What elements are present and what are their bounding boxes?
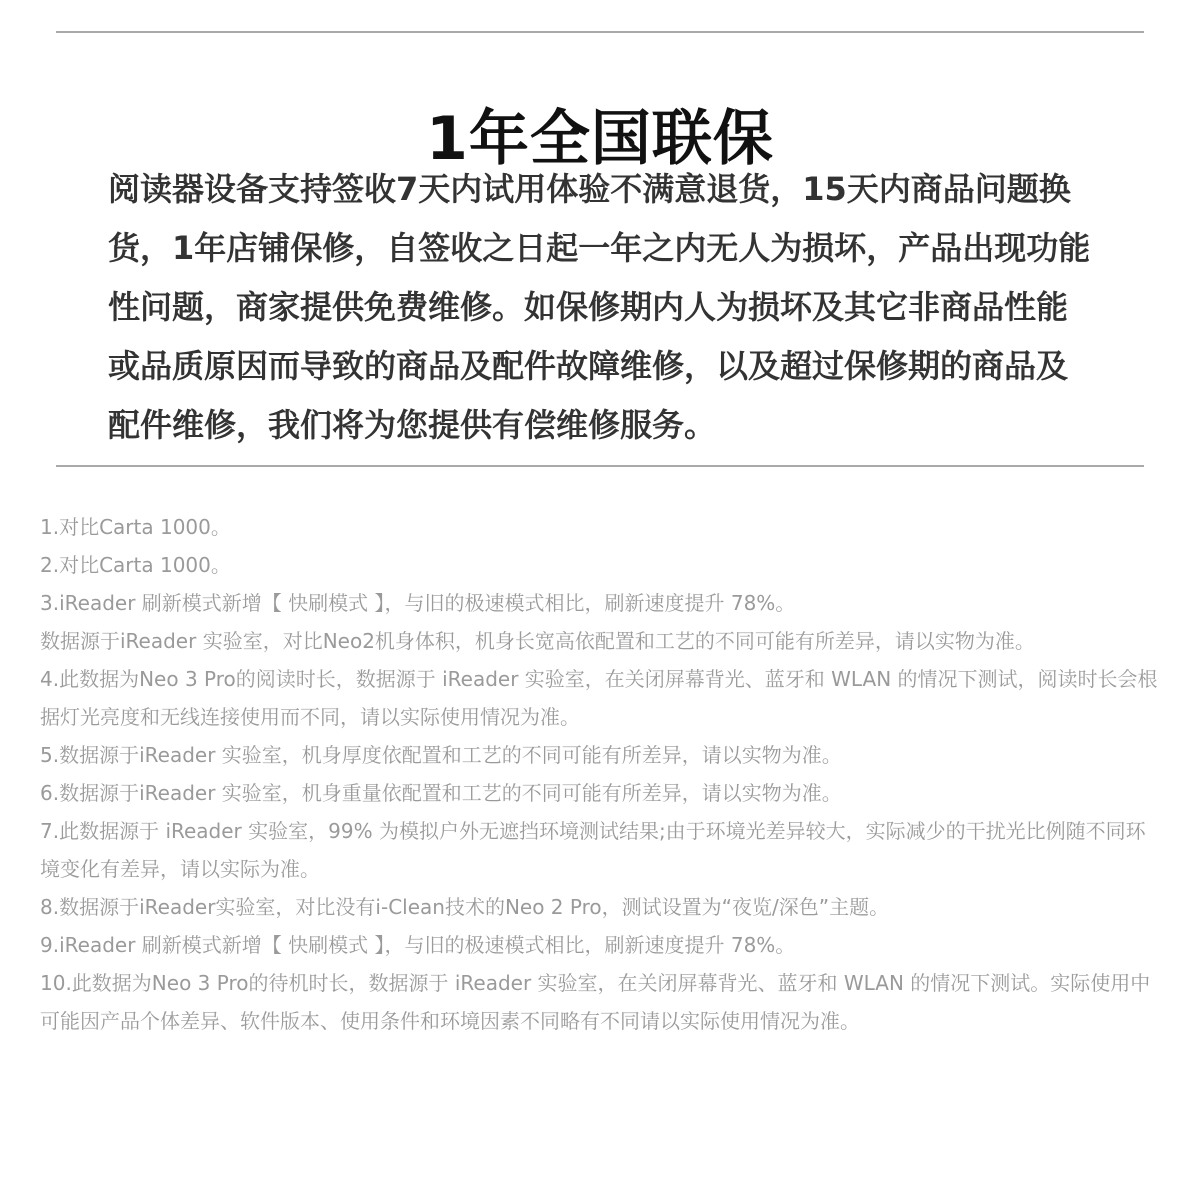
- footnotes-list: [40, 508, 1164, 1040]
- footnote-item: 10.此数据为Neo 3 Pro的待机时长，数据源于 iReader 实验室，在关闭屏幕背光、蓝牙和 WLAN 的情况下测试。实际使用中可能因产品个体差异、软件版本、使用条件和环境因素不同略有不同请以实际使用情况为准。: [40, 971, 1151, 1033]
- footnote-item: 5.数据源于iReader 实验室，机身厚度依配置和工艺的不同可能有所差异，请以实物为准。: [40, 743, 842, 767]
- warranty-description: 阅读器设备支持签收7天内试用体验不满意退货，15天内商品问题换货，1年店铺保修，自签收之日起一年之内无人为损坏，产品出现功能性问题，商家提供免费维修。如保修期内人为损坏及其它非商品性能或品质原因而导致的商品及配件故障维修，以及超过保修期的商品及配件维修，我们将为您提供有偿维修服务。: [108, 170, 1091, 444]
- footnote-item: 2.对比Carta 1000。: [40, 553, 231, 577]
- page-title: 1年全国联保: [426, 104, 774, 175]
- footnote-item: 1.对比Carta 1000。: [40, 515, 231, 539]
- footnote-item: 6.数据源于iReader 实验室，机身重量依配置和工艺的不同可能有所差异，请以实物为准。: [40, 781, 842, 805]
- footnote-item: 8.数据源于iReader实验室，对比没有i-Clean技术的Neo 2 Pro，测试设置为“夜览/深色”主题。: [40, 895, 890, 919]
- footnote-item: 9.iReader 刷新模式新增【 快刷模式 】，与旧的极速模式相比，刷新速度提升 78%。: [40, 933, 796, 957]
- footnote-item: 7.此数据源于 iReader 实验室，99% 为模拟户外无遮挡环境测试结果;由于环境光差异较大，实际减少的干扰光比例随不同环境变化有差异，请以实际为准。: [40, 819, 1146, 881]
- top-divider: [56, 31, 1144, 33]
- footnote-item: 数据源于iReader 实验室，对比Neo2机身体积，机身长宽高依配置和工艺的不同可能有所差异，请以实物为准。: [40, 629, 1035, 653]
- footnote-item: 3.iReader 刷新模式新增【 快刷模式 】，与旧的极速模式相比，刷新速度提升 78%。: [40, 591, 796, 615]
- footnote-item: 4.此数据为Neo 3 Pro的阅读时长，数据源于 iReader 实验室，在关闭屏幕背光、蓝牙和 WLAN 的情况下测试，阅读时长会根据灯光亮度和无线连接使用而不同，请以实际使用情况为准。: [40, 667, 1158, 729]
- bottom-divider: [56, 465, 1144, 467]
